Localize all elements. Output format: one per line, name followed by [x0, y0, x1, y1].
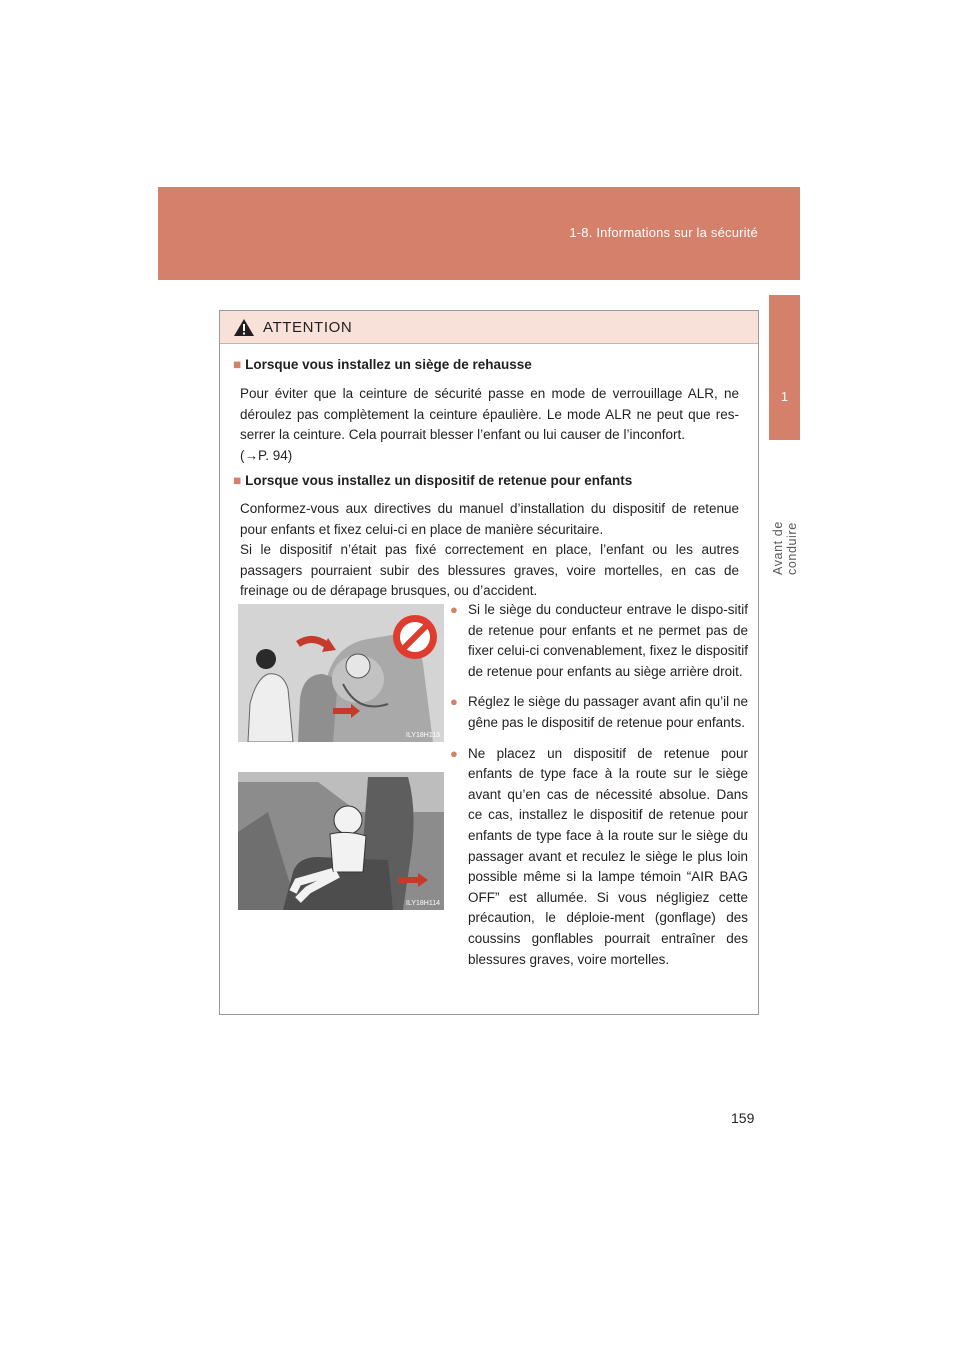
bullet-text: Si le siège du conducteur entrave le dispo-sitif de retenue pour enfants et ne permet pas de fixer celui-ci convenablement, fixez le dispositif de retenue pour enfants au siège arrière droit. — [468, 602, 748, 679]
page-reference: (→P. 94) — [240, 447, 293, 463]
illustration-driver-seat — [238, 604, 444, 742]
car-seat-illustration — [238, 604, 444, 742]
paragraph: Si le dispositif n’était pas fixé correctement en place, l’enfant ou les autres passagers pourraient subir des blessures graves, voire mortelles, en cas de freinage ou de dérapage brusques, ou d’accident. — [240, 542, 739, 599]
list-item — [450, 600, 748, 682]
section-body-booster — [240, 384, 739, 466]
square-bullet-icon: ■ — [233, 357, 242, 372]
section-heading-child-restraint — [233, 473, 632, 488]
warning-box — [219, 310, 759, 1015]
bullet-dot-icon: ● — [450, 745, 458, 761]
chapter-header-band — [158, 187, 800, 280]
illustration-code: ILY18H113 — [406, 732, 440, 739]
bullet-dot-icon: ● — [450, 602, 458, 617]
warning-title: ATTENTION — [263, 318, 353, 336]
warning-triangle-icon — [233, 318, 255, 337]
bullet-text: Réglez le siège du passager avant afin qu’il ne gêne pas le dispositif de retenue pour enfants. — [468, 694, 748, 730]
bullet-dot-icon: ● — [450, 694, 458, 710]
section-body-child-restraint — [240, 499, 739, 602]
square-bullet-icon: ■ — [233, 473, 242, 488]
chapter-tab — [769, 295, 800, 440]
paragraph: Pour éviter que la ceinture de sécurité passe en mode de verrouillage ALR, ne déroulez pas complètement la ceinture épaulière. Le mode ALR ne peut que res-serrer la ceinture. Cela pourrait blesser l’enfant ou lui causer de l’inconfort. — [240, 386, 739, 443]
bullet-list — [450, 600, 748, 970]
chapter-number: 1 — [780, 389, 789, 404]
section-heading-booster — [233, 357, 532, 372]
page-number: 159 — [731, 1110, 755, 1126]
car-interior-illustration — [238, 772, 444, 910]
list-item — [450, 692, 748, 733]
section-heading-text: Lorsque vous installez un siège de rehausse — [245, 357, 532, 372]
chapter-label: Avant de conduire — [771, 521, 799, 575]
section-title: 1-8. Informations sur la sécurité — [569, 225, 758, 240]
section-heading-text: Lorsque vous installez un dispositif de retenue pour enfants — [245, 473, 633, 488]
illustration-front-seat — [238, 772, 444, 910]
list-item — [450, 744, 748, 971]
paragraph: Conformez-vous aux directives du manuel d’installation du dispositif de retenue pour enfants et fixez celui-ci en place de manière sécuritaire. — [240, 501, 739, 537]
illustration-code: ILY18H114 — [406, 900, 440, 907]
bullet-text: Ne placez un dispositif de retenue pour enfants de type face à la route sur le siège avant qu’en cas de nécessité absolue. Dans ce cas, installez le dispositif de retenue pour enfants de type face à la route sur le siège du passager avant et reculez le siège le plus loin possible même si la lampe témoin “AIR BAG OFF” est allumée. Si vous négligiez cette précaution, le déploie-ment (gonflage) des coussins gonflables pourrait entraîner des blessures graves, voire mortelles. — [468, 745, 748, 967]
warning-header — [220, 311, 758, 344]
